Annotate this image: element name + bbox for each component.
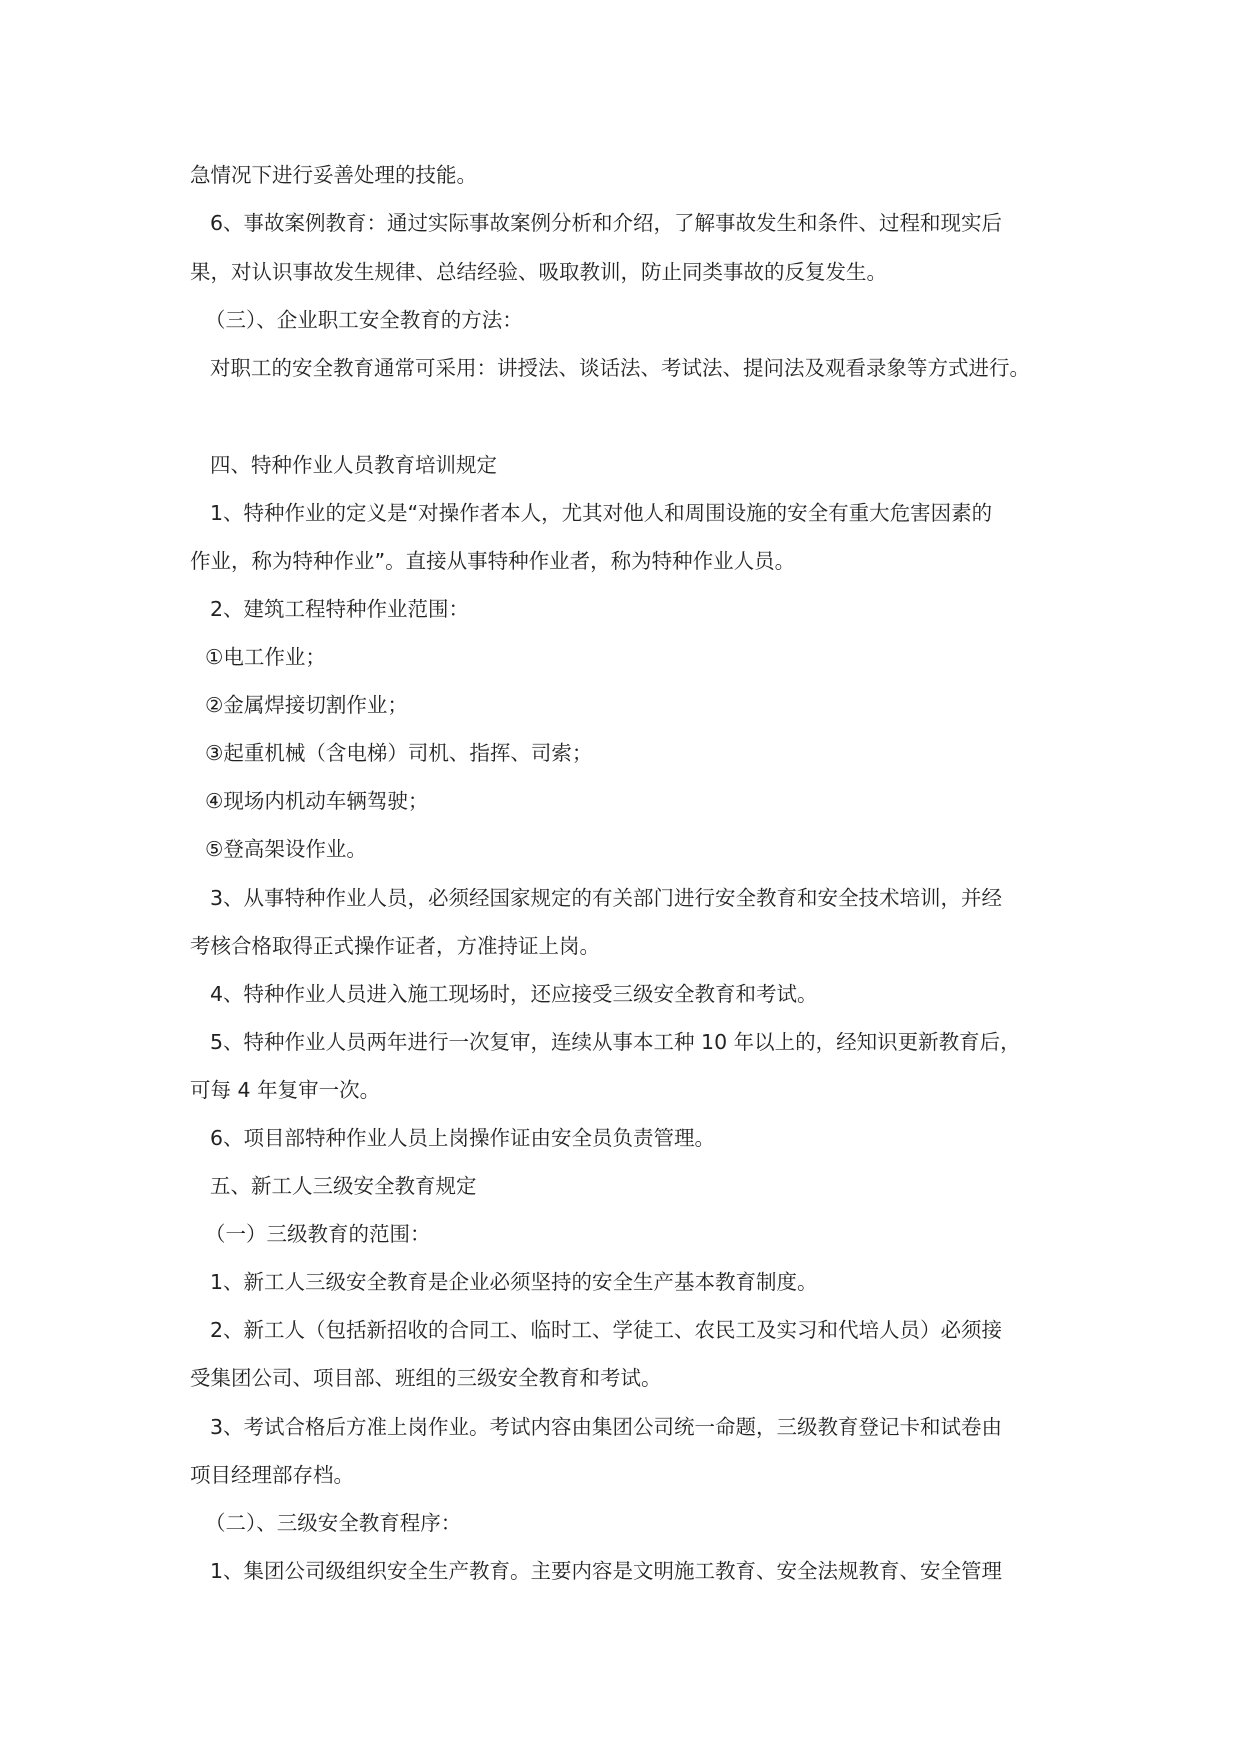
text-line: 急情况下进行妥善处理的技能。 bbox=[190, 163, 477, 187]
text-line: 受集团公司、项目部、班组的三级安全教育和考试。 bbox=[190, 1366, 662, 1390]
text-line: 1、集团公司级组织安全生产教育。主要内容是文明施工教育、安全法规教育、安全管理 bbox=[210, 1559, 1003, 1583]
text-line: 1、新工人三级安全教育是企业必须坚持的安全生产基本教育制度。 bbox=[210, 1270, 818, 1294]
list-item: ③起重机械（含电梯）司机、指挥、司索； bbox=[205, 741, 593, 765]
text-line: 对职工的安全教育通常可采用：讲授法、谈话法、考试法、提问法及观看录象等方式进行。 bbox=[210, 356, 1030, 380]
section-heading: 五、新工人三级安全教育规定 bbox=[210, 1174, 477, 1198]
text-line: 3、考试合格后方准上岗作业。考试内容由集团公司统一命题，三级教育登记卡和试卷由 bbox=[210, 1415, 1003, 1439]
text-line: 项目经理部存档。 bbox=[190, 1463, 354, 1487]
list-item: ①电工作业； bbox=[205, 645, 326, 669]
text-line: 6、事故案例教育：通过实际事故案例分析和介绍，了解事故发生和条件、过程和现实后 bbox=[210, 211, 1003, 235]
text-line: 果，对认识事故发生规律、总结经验、吸取教训，防止同类事故的反复发生。 bbox=[190, 260, 887, 284]
text-line: 6、项目部特种作业人员上岗操作证由安全员负责管理。 bbox=[210, 1126, 716, 1150]
section-heading: （二）、三级安全教育程序： bbox=[205, 1511, 462, 1535]
text-line: 考核合格取得正式操作证者，方准持证上岗。 bbox=[190, 934, 600, 958]
section-heading: （三）、企业职工安全教育的方法： bbox=[205, 308, 523, 332]
list-item: ⑤登高架设作业。 bbox=[205, 837, 367, 861]
list-item: ②金属焊接切割作业； bbox=[205, 693, 408, 717]
text-line: 2、新工人（包括新招收的合同工、临时工、学徒工、农民工及实习和代培人员）必须接 bbox=[210, 1318, 1003, 1342]
text-line: 作业，称为特种作业”。直接从事特种作业者，称为特种作业人员。 bbox=[190, 549, 796, 573]
section-heading: 四、特种作业人员教育培训规定 bbox=[210, 453, 497, 477]
list-item: ④现场内机动车辆驾驶； bbox=[205, 789, 429, 813]
text-line: 1、特种作业的定义是“对操作者本人，尤其对他人和周围设施的安全有重大危害因素的 bbox=[210, 501, 993, 525]
text-line: 可每 4 年复审一次。 bbox=[190, 1078, 381, 1102]
text-line: 2、建筑工程特种作业范围： bbox=[210, 597, 470, 621]
section-heading: （一）三级教育的范围： bbox=[205, 1222, 431, 1246]
text-line: 4、特种作业人员进入施工现场时，还应接受三级安全教育和考试。 bbox=[210, 982, 818, 1006]
text-line: 5、特种作业人员两年进行一次复审，连续从事本工种 10 年以上的，经知识更新教育后， bbox=[210, 1030, 1021, 1054]
text-line: 3、从事特种作业人员，必须经国家规定的有关部门进行安全教育和安全技术培训，并经 bbox=[210, 886, 1003, 910]
